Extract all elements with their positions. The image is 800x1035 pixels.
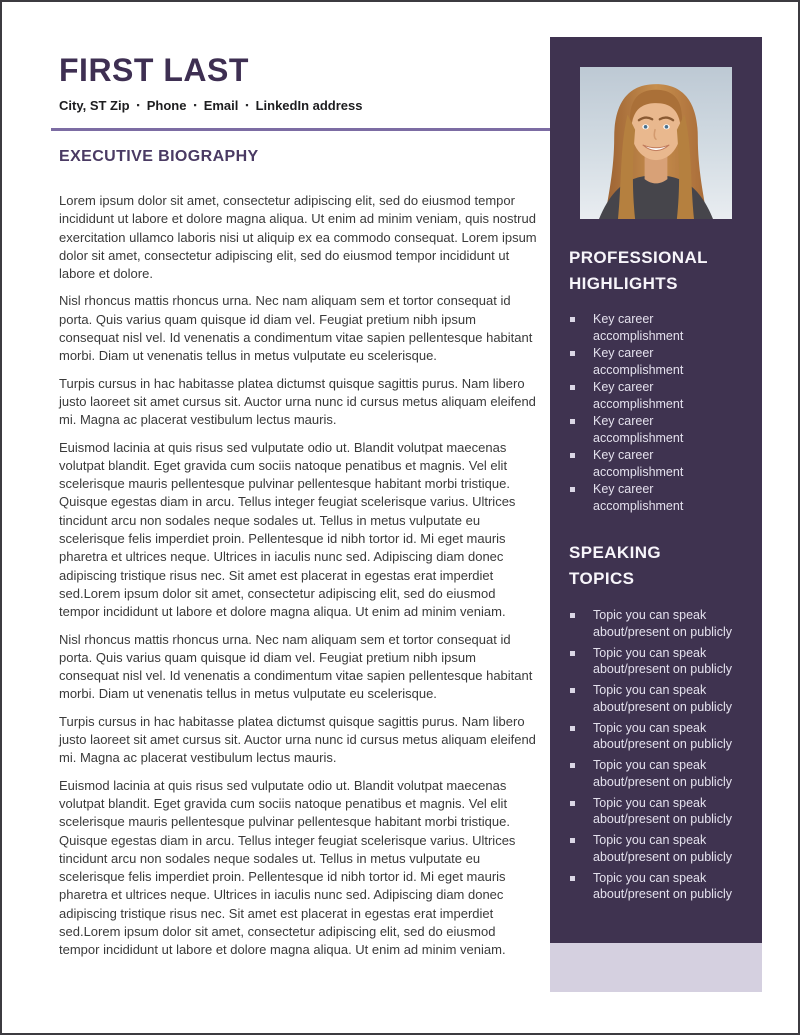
contact-line	[59, 97, 537, 114]
bullet-square-icon	[570, 801, 575, 806]
list-item	[570, 682, 756, 715]
bullet-square-icon	[570, 385, 575, 390]
bullet-square-icon	[570, 763, 575, 768]
list-item	[570, 870, 756, 903]
list-item-text: Topic you can speak about/present on publicly	[593, 608, 732, 639]
list-item-text: Key career accomplishment	[593, 312, 684, 343]
bio-paragraph: Euismod lacinia at quis risus sed vulputate odio ut. Blandit volutpat maecenas volutpat blandit. Eget gravida cum sociis natoque penatibus et magnis. Vel elit scelerisque mauris pellentesque pulvinar pellentesque habitant morbi tristique. Quisque egestas diam in arcu. Tellus integer feugiat scelerisque varius. Ultrices tincidunt arcu non sodales neque sodales ut. Tellus in metus vulputate eu scelerisque felis imperdiet proin. Pellentesque id nibh tortor id. Mi eget mauris pharetra et ultrices neque. Ultrices in iaculis nunc sed. Adipiscing diam donec adipiscing tristique risus nec. Sit amet est placerat in egestas erat imperdiet sed.Lorem ipsum dolor sit amet, consectetur adipiscing elit, sed do eiusmod tempor incididunt ut labore et dolore magna aliqua. Ut enim ad minim veniam.	[59, 777, 516, 958]
bio-paragraph: Turpis cursus in hac habitasse platea dictumst quisque sagittis purus. Nam libero justo laoreet sit amet cursus sit. Auctor urna nunc id cursus metus aliquam eleifend mi. Magna ac placerat vestibulum lectus mauris.	[59, 375, 536, 428]
bullet-square-icon	[570, 487, 575, 492]
list-item	[570, 413, 756, 446]
list-item-text: Topic you can speak about/present on publicly	[593, 833, 732, 864]
sidebar-footer-strip	[550, 943, 762, 992]
bio-section	[59, 148, 537, 960]
portrait-photo	[580, 67, 732, 219]
sidebar-panel	[550, 37, 762, 943]
separator-square-icon: ▪	[245, 100, 249, 110]
highlights-title: PROFESSIONAL HIGHLIGHTS	[569, 248, 708, 293]
contact-email: Email	[203, 98, 239, 113]
bio-paragraph: Euismod lacinia at quis risus sed vulputate odio ut. Blandit volutpat maecenas volutpat blandit. Eget gravida cum sociis natoque penatibus et magnis. Vel elit scelerisque mauris pellentesque pulvinar pellentesque habitant morbi tristique. Quisque egestas diam in arcu. Tellus integer feugiat scelerisque varius. Ultrices tincidunt arcu non sodales neque sodales ut. Tellus in metus vulputate eu scelerisque felis imperdiet proin. Pellentesque id nibh tortor id. Mi eget mauris pharetra et ultrices neque. Ultrices in iaculis nunc sed. Adipiscing diam donec adipiscing tristique risus nec. Sit amet est placerat in egestas erat imperdiet sed.Lorem ipsum dolor sit amet, consectetur adipiscing elit, sed do eiusmod tempor incididunt ut labore et dolore magna aliqua. Ut enim ad minim veniam.	[59, 439, 516, 620]
list-item	[570, 379, 756, 412]
person-name: FIRST LAST	[59, 52, 249, 88]
bio-paragraph: Turpis cursus in hac habitasse platea dictumst quisque sagittis purus. Nam libero justo laoreet sit amet cursus sit. Auctor urna nunc id cursus metus aliquam eleifend mi. Magna ac placerat vestibulum lectus mauris.	[59, 713, 536, 766]
bio-paragraph: Nisl rhoncus mattis rhoncus urna. Nec nam aliquam sem et tortor consequat id porta. Quis varius quam quisque id diam vel. Feugiat pretium nibh ipsum consequat nisl vel. Id venenatis a condimentum vitae sapien pellentesque habitant morbi. Diam ut venenatis tellus in metus vulputate eu scelerisque.	[59, 293, 533, 364]
section-title: EXECUTIVE BIOGRAPHY	[59, 148, 259, 165]
list-item-text: Key career accomplishment	[593, 482, 684, 513]
list-item-text: Key career accomplishment	[593, 346, 684, 377]
list-item	[570, 832, 756, 865]
list-item	[570, 607, 756, 640]
topics-list	[550, 607, 762, 903]
bullet-square-icon	[570, 651, 575, 656]
list-item-text: Key career accomplishment	[593, 448, 684, 479]
list-item-text: Topic you can speak about/present on publicly	[593, 870, 732, 901]
list-item	[570, 447, 756, 480]
bullet-square-icon	[570, 726, 575, 731]
list-item-text: Key career accomplishment	[593, 380, 684, 411]
list-item	[570, 757, 756, 790]
separator-square-icon: ▪	[136, 100, 140, 110]
list-item-text: Topic you can speak about/present on publicly	[593, 645, 732, 676]
sidebar	[550, 37, 762, 992]
list-item	[570, 345, 756, 378]
list-item	[570, 481, 756, 514]
list-item	[570, 645, 756, 678]
main-column	[59, 2, 537, 969]
bullet-square-icon	[570, 317, 575, 322]
contact-linkedin: LinkedIn address	[255, 98, 363, 113]
bullet-square-icon	[570, 876, 575, 881]
list-item	[570, 720, 756, 753]
bullet-square-icon	[570, 419, 575, 424]
list-item-text: Topic you can speak about/present on publicly	[593, 758, 732, 789]
list-item	[570, 795, 756, 828]
bullet-square-icon	[570, 688, 575, 693]
bullet-square-icon	[570, 613, 575, 618]
list-item-text: Topic you can speak about/present on publicly	[593, 720, 732, 751]
separator-square-icon: ▪	[193, 100, 197, 110]
list-item-text: Topic you can speak about/present on publicly	[593, 795, 732, 826]
bullet-square-icon	[570, 838, 575, 843]
list-item-text: Key career accomplishment	[593, 414, 684, 445]
highlights-list	[550, 311, 762, 514]
contact-phone: Phone	[146, 98, 187, 113]
bio-paragraph: Nisl rhoncus mattis rhoncus urna. Nec nam aliquam sem et tortor consequat id porta. Quis varius quam quisque id diam vel. Feugiat pretium nibh ipsum consequat nisl vel. Id venenatis a condimentum vitae sapien pellentesque habitant morbi. Diam ut venenatis tellus in metus vulputate eu scelerisque.	[59, 631, 533, 702]
topics-title: SPEAKING TOPICS	[569, 543, 661, 588]
bio-paragraph: Lorem ipsum dolor sit amet, consectetur adipiscing elit, sed do eiusmod tempor incididunt ut labore et dolore magna aliqua. Ut enim ad minim veniam, quis nostrud exercitation ullamco laboris nisi ut aliquip ex ea commodo consequat. Lorem ipsum dolor sit amet, consectetur adipiscing elit, sed do eiusmod tempor incididunt ut labore et dolore.	[59, 193, 537, 282]
list-item-text: Topic you can speak about/present on publicly	[593, 683, 732, 714]
bullet-square-icon	[570, 351, 575, 356]
list-item	[570, 311, 756, 344]
bullet-square-icon	[570, 453, 575, 458]
contact-city-zip: City, ST Zip	[59, 98, 130, 113]
